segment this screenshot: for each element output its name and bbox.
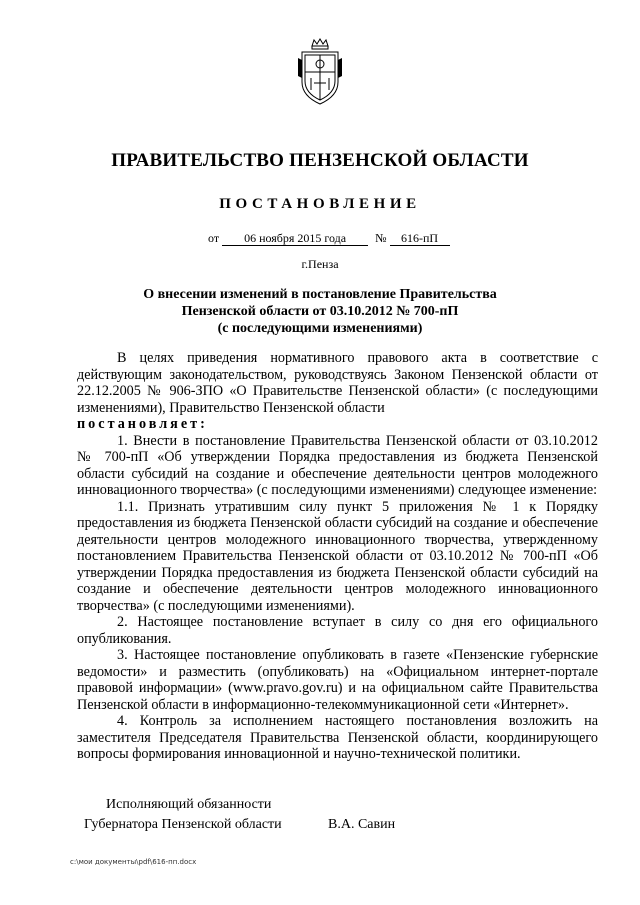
item-paragraph: 2. Настоящее постановление вступает в силу со дня его официального опубликования. (77, 614, 598, 647)
signatory-position: Губернатора Пензенской области (84, 817, 282, 832)
date-number-line (208, 231, 450, 246)
subject-line: О внесении изменений в постановление Правительства (143, 287, 497, 302)
document-subject (0, 286, 640, 337)
resolves-paragraph (77, 416, 598, 433)
preamble-text: В целях приведения нормативного правового акта в соответствие с действующим законодательством, руководствуясь Законом Пензенской области от 22.12.2005 № 906-ЗПО «О Правительстве Пензенской области» (с последующими изменениями), Правительство Пензенской области (77, 350, 598, 416)
item-paragraph: 1.1. Признать утратившим силу пункт 5 приложения № 1 к Порядку предоставления из бюджета Пензенской области субсидий на создание и обеспечение деятельности центров молодежного инновационного творчества, утвержденному постановлением Правительства Пензенской области от 03.10.2012 № 700-пП «Об утверждении Порядка предоставления из бюджета Пензенской области субсидий на создание и обеспечение деятельности центров молодежного инновационного творчества» (с последующими изменениями). (77, 498, 598, 614)
preamble-paragraph (77, 350, 598, 416)
subject-line: Пензенской области от 03.10.2012 № 700-пП (181, 304, 459, 319)
resolves-word: постановляет: (77, 416, 208, 432)
coat-of-arms-icon (296, 38, 344, 106)
file-path: c:\мои документы\pdf\616-пп.docx (70, 858, 197, 866)
signatory-name: В.А. Савин (328, 817, 396, 832)
item-paragraph: 3. Настоящее постановление опубликовать в газете «Пензенские губернские ведомости» и разместить (опубликовать) на «Официальном интернет-портале правовой информации» (www.pravo.gov.ru) и на официальном сайте Правительства Пензенской области в информационно-телекоммуникационной сети «Интернет». (77, 647, 598, 713)
subject-line: (с последующими изменениями) (217, 321, 423, 336)
city: г.Пенза (301, 257, 339, 271)
date-prefix: от (208, 231, 220, 245)
signatory-position: Исполняющий обязанности (106, 797, 272, 812)
document-date: 06 ноября 2015 года (222, 231, 368, 246)
organization-title: ПРАВИТЕЛЬСТВО ПЕНЗЕНСКОЙ ОБЛАСТИ (111, 150, 529, 171)
document-number: 616-пП (390, 231, 450, 246)
number-prefix: № (375, 231, 387, 245)
item-paragraph: 4. Контроль за исполнением настоящего постановления возложить на заместителя Председателя Правительства Пензенской области, координирующего вопросы формирования инновационной и научно-технической политики. (77, 713, 598, 762)
document-type: ПОСТАНОВЛЕНИЕ (219, 196, 421, 212)
item-paragraph: 1. Внести в постановление Правительства Пензенской области от 03.10.2012 № 700-пП «Об утверждении Порядка предоставления из бюджета Пензенской области субсидий на создание и обеспечение деятельности центров молодежного инновационного творчества» (с последующими изменениями) следующее изменение: (77, 432, 598, 498)
document-body (77, 350, 598, 763)
